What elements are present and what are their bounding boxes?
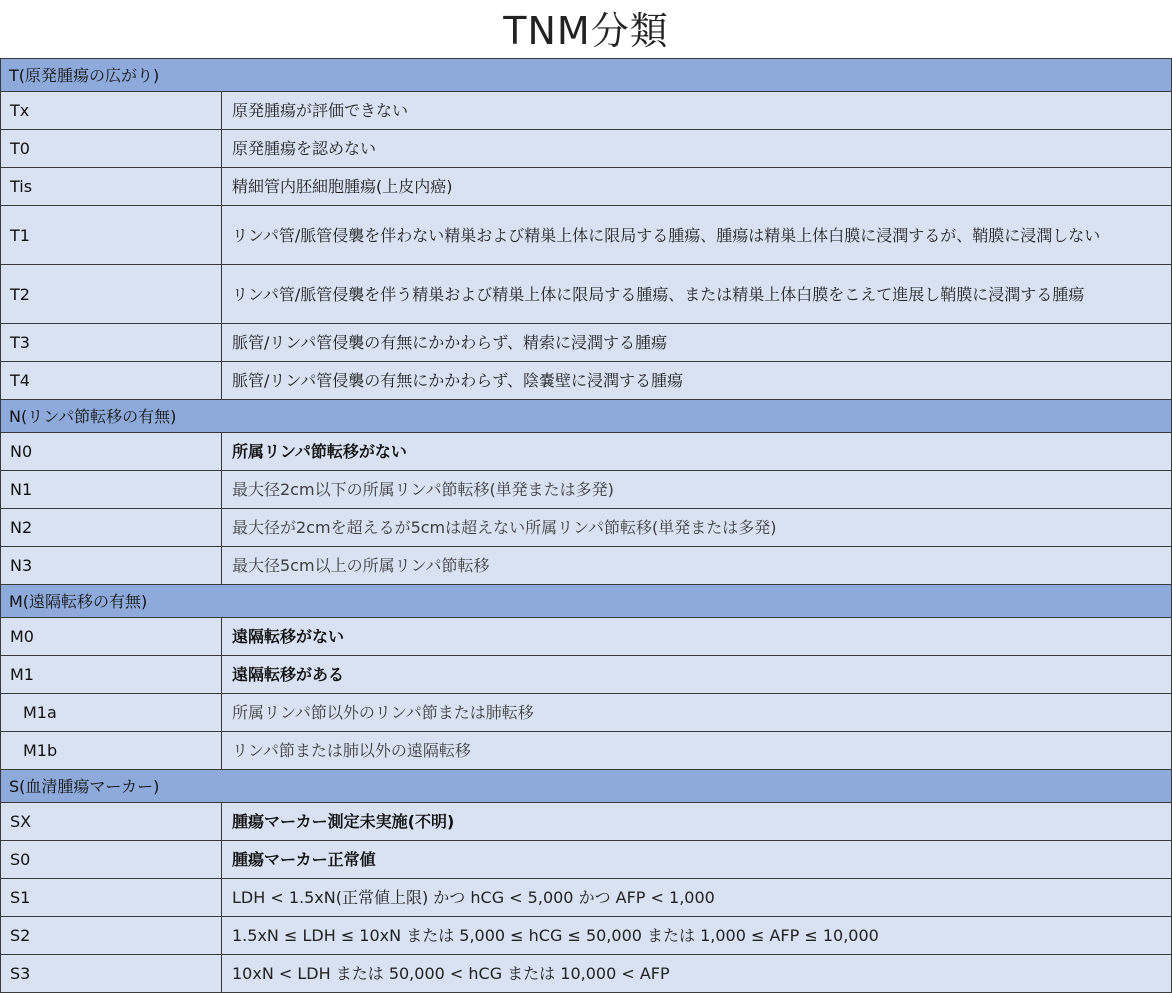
stage-code: Tx bbox=[1, 92, 222, 130]
section-header-label: N(リンパ節転移の有無) bbox=[1, 400, 1172, 433]
stage-description: 原発腫瘍が評価できない bbox=[222, 92, 1172, 130]
stage-code: N0 bbox=[1, 433, 222, 471]
table-row-m1b bbox=[1, 732, 1172, 770]
stage-code: S1 bbox=[1, 879, 222, 917]
section-header-label: S(血清腫瘍マーカー) bbox=[1, 770, 1172, 803]
stage-description: 10xN < LDH または 50,000 < hCG または 10,000 < AFP bbox=[222, 955, 1172, 993]
stage-description: 最大径が2cmを超えるが5cmは超えない所属リンパ節転移(単発または多発) bbox=[222, 509, 1172, 547]
stage-description: 遠隔転移がない bbox=[222, 618, 1172, 656]
stage-code: SX bbox=[1, 803, 222, 841]
stage-code: N1 bbox=[1, 471, 222, 509]
stage-description: LDH < 1.5xN(正常値上限) かつ hCG < 5,000 かつ AFP < 1,000 bbox=[222, 879, 1172, 917]
stage-code: T2 bbox=[1, 265, 222, 324]
stage-description: 所属リンパ節転移がない bbox=[222, 433, 1172, 471]
stage-code: M0 bbox=[1, 618, 222, 656]
stage-code: M1a bbox=[1, 694, 222, 732]
section-header-s bbox=[1, 770, 1172, 803]
stage-code: T4 bbox=[1, 362, 222, 400]
stage-code: T1 bbox=[1, 206, 222, 265]
table-row-t0 bbox=[1, 130, 1172, 168]
table-row-n2 bbox=[1, 509, 1172, 547]
section-header-label: M(遠隔転移の有無) bbox=[1, 585, 1172, 618]
stage-code: N3 bbox=[1, 547, 222, 585]
table-row-tis bbox=[1, 168, 1172, 206]
tnm-classification-table bbox=[0, 58, 1172, 993]
stage-code: S2 bbox=[1, 917, 222, 955]
stage-code: S3 bbox=[1, 955, 222, 993]
stage-code: Tis bbox=[1, 168, 222, 206]
table-row-tx bbox=[1, 92, 1172, 130]
section-header-label: T(原発腫瘍の広がり) bbox=[1, 59, 1172, 92]
stage-code: T3 bbox=[1, 324, 222, 362]
section-header-t bbox=[1, 59, 1172, 92]
stage-description: 腫瘍マーカー測定未実施(不明) bbox=[222, 803, 1172, 841]
stage-description: リンパ節または肺以外の遠隔転移 bbox=[222, 732, 1172, 770]
table-row-sx bbox=[1, 803, 1172, 841]
table-row-t2 bbox=[1, 265, 1172, 324]
stage-description: 原発腫瘍を認めない bbox=[222, 130, 1172, 168]
table-row-t1 bbox=[1, 206, 1172, 265]
table-row-s1 bbox=[1, 879, 1172, 917]
table-row-m1 bbox=[1, 656, 1172, 694]
table-row-s2 bbox=[1, 917, 1172, 955]
stage-description: 所属リンパ節以外のリンパ節または肺転移 bbox=[222, 694, 1172, 732]
stage-code: N2 bbox=[1, 509, 222, 547]
stage-description: 腫瘍マーカー正常値 bbox=[222, 841, 1172, 879]
stage-description: 遠隔転移がある bbox=[222, 656, 1172, 694]
stage-description: 最大径5cm以上の所属リンパ節転移 bbox=[222, 547, 1172, 585]
stage-description: 1.5xN ≤ LDH ≤ 10xN または 5,000 ≤ hCG ≤ 50,000 または 1,000 ≤ AFP ≤ 10,000 bbox=[222, 917, 1172, 955]
stage-description: リンパ管/脈管侵襲を伴う精巣および精巣上体に限局する腫瘍、または精巣上体白膜をこえて進展し鞘膜に浸潤する腫瘍 bbox=[222, 265, 1172, 324]
section-header-n bbox=[1, 400, 1172, 433]
stage-description: 脈管/リンパ管侵襲の有無にかかわらず、陰嚢壁に浸潤する腫瘍 bbox=[222, 362, 1172, 400]
table-row-s0 bbox=[1, 841, 1172, 879]
section-header-m bbox=[1, 585, 1172, 618]
table-row-t4 bbox=[1, 362, 1172, 400]
table-row-t3 bbox=[1, 324, 1172, 362]
table-row-n1 bbox=[1, 471, 1172, 509]
stage-code: T0 bbox=[1, 130, 222, 168]
table-row-s3 bbox=[1, 955, 1172, 993]
table-row-n3 bbox=[1, 547, 1172, 585]
stage-code: M1 bbox=[1, 656, 222, 694]
stage-code: S0 bbox=[1, 841, 222, 879]
stage-code: M1b bbox=[1, 732, 222, 770]
stage-description: リンパ管/脈管侵襲を伴わない精巣および精巣上体に限局する腫瘍、腫瘍は精巣上体白膜に浸潤するが、鞘膜に浸潤しない bbox=[222, 206, 1172, 265]
stage-description: 精細管内胚細胞腫瘍(上皮内癌) bbox=[222, 168, 1172, 206]
page-title: TNM分類 bbox=[503, 9, 669, 53]
stage-description: 最大径2cm以下の所属リンパ節転移(単発または多発) bbox=[222, 471, 1172, 509]
table-row-m0 bbox=[1, 618, 1172, 656]
table-row-n0 bbox=[1, 433, 1172, 471]
stage-description: 脈管/リンパ管侵襲の有無にかかわらず、精索に浸潤する腫瘍 bbox=[222, 324, 1172, 362]
table-row-m1a bbox=[1, 694, 1172, 732]
